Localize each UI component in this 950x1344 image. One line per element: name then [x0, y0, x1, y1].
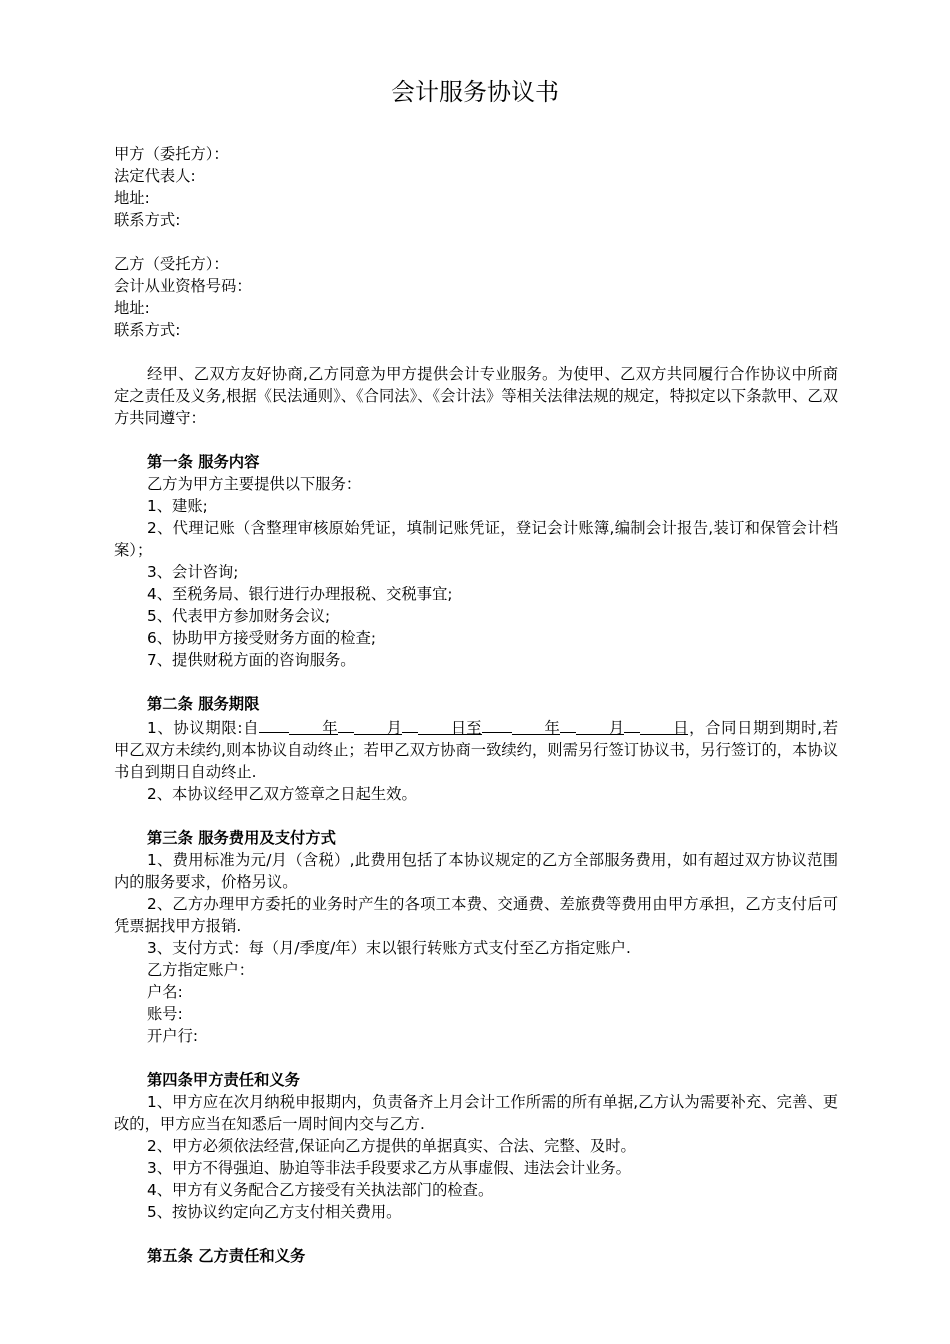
list-item: 4、甲方有义务配合乙方接受有关执法部门的检查。	[147, 1181, 494, 1199]
article-2-heading: 第二条 服务期限	[147, 695, 260, 713]
article-3-heading: 第三条 服务费用及支付方式	[147, 829, 336, 847]
term-year-2: 年	[512, 717, 560, 735]
article-3-item-2: 2、乙方办理甲方委托的业务时产生的各项工本费、交通费、差旅费等费用由甲方承担，乙方支付后可凭票据找甲方报销.	[114, 895, 838, 935]
list-item: 3、甲方不得强迫、胁迫等非法手段要求乙方从事虚假、违法会计业务。	[147, 1159, 631, 1177]
party-b-label: 乙方（受托方）：	[114, 255, 229, 273]
spacer	[114, 429, 838, 451]
blank-month-end[interactable]	[560, 715, 576, 733]
list-item: 6、协助甲方接受财务方面的检查;	[147, 629, 377, 647]
term-month-2: 月	[576, 717, 624, 735]
list-item: 1、建账;	[147, 497, 208, 515]
spacer	[114, 341, 838, 363]
blank-year-start[interactable]	[259, 715, 289, 733]
party-a-contact: 联系方式:	[114, 211, 181, 229]
article-3	[114, 827, 838, 1047]
article-2	[114, 693, 838, 805]
article-1	[114, 451, 838, 671]
list-item: 5、按协议约定向乙方支付相关费用。	[147, 1203, 402, 1221]
article-2-item-1	[114, 715, 838, 783]
article-3-item-1: 1、费用标准为元/月（含税）,此费用包括了本协议规定的乙方全部服务费用，如有超过双方协议范围内的服务要求，价格另议。	[114, 851, 838, 891]
article-4-heading: 第四条甲方责任和义务	[147, 1071, 300, 1089]
article-5	[114, 1245, 838, 1267]
list-item: 4、至税务局、银行进行办理报税、交税事宜;	[147, 585, 453, 603]
party-a-representative: 法定代表人:	[114, 167, 196, 185]
list-item: 3、会计咨询;	[147, 563, 239, 581]
article-2-item-2: 2、本协议经甲乙双方签章之日起生效。	[147, 785, 417, 803]
list-item: 5、代表甲方参加财务会议;	[147, 607, 331, 625]
term-prefix: 1、协议期限:自	[147, 719, 260, 737]
document-title: 会计服务协议书	[391, 78, 559, 106]
blank-month-start[interactable]	[338, 715, 354, 733]
spacer	[114, 805, 838, 827]
article-5-heading: 第五条 乙方责任和义务	[147, 1247, 306, 1265]
term-day-1: 日至	[418, 717, 482, 735]
article-3-item-3: 3、支付方式：每（月/季度/年）末以银行转账方式支付至乙方指定账户.	[147, 939, 631, 957]
party-a-block	[114, 143, 838, 231]
spacer	[114, 1223, 838, 1245]
party-a-address: 地址:	[114, 189, 150, 207]
list-item: 2、甲方必须依法经营,保证向乙方提供的单据真实、合法、完整、及时。	[147, 1137, 636, 1155]
term-suffix: ，合同日期到期时,若甲乙双方未续约,则本协议自动终止；若甲乙双方协商一致续约，则需另行签订协议书，另行签订的，本协议书自到期日自动终止.	[114, 719, 838, 781]
preamble-paragraph: 经甲、乙双方友好协商,乙方同意为甲方提供会计专业服务。为使甲、乙双方共同履行合作协议中所商定之责任及义务,根据《民法通则》、《合同法》、《会计法》等相关法律法规的规定，特拟定以下条款甲、乙双方共同遵守：	[114, 365, 838, 427]
document-body	[114, 143, 838, 1267]
party-b-address: 地址:	[114, 299, 150, 317]
spacer	[114, 671, 838, 693]
list-item: 2、代理记账（含整理审核原始凭证，填制记账凭证，登记会计账簿,编制会计报告,装订和保管会计档案）；	[114, 519, 838, 559]
term-day-2: 日	[640, 717, 688, 735]
spacer	[114, 1047, 838, 1069]
article-4	[114, 1069, 838, 1223]
spacer	[114, 231, 838, 253]
article-1-intro: 乙方为甲方主要提供以下服务：	[147, 475, 362, 493]
party-b-contact: 联系方式:	[114, 321, 181, 339]
list-item: 1、甲方应在次月纳税申报期内，负责备齐上月会计工作所需的所有单据,乙方认为需要补充、完善、更改的，甲方应当在知悉后一周时间内交与乙方.	[114, 1093, 838, 1133]
account-bank: 开户行:	[147, 1027, 199, 1045]
term-year-1: 年	[289, 717, 337, 735]
party-b-block	[114, 253, 838, 341]
account-number: 账号:	[147, 1005, 183, 1023]
party-b-qualification: 会计从业资格号码：	[114, 277, 252, 295]
blank-day-end[interactable]	[624, 715, 640, 733]
blank-year-end[interactable]	[482, 715, 512, 733]
article-1-heading: 第一条 服务内容	[147, 453, 260, 471]
term-month-1: 月	[354, 717, 402, 735]
party-a-label: 甲方（委托方）：	[114, 145, 229, 163]
account-name: 户名:	[147, 983, 183, 1001]
blank-day-start[interactable]	[402, 715, 418, 733]
account-label: 乙方指定账户：	[147, 961, 255, 979]
list-item: 7、提供财税方面的咨询服务。	[147, 651, 356, 669]
